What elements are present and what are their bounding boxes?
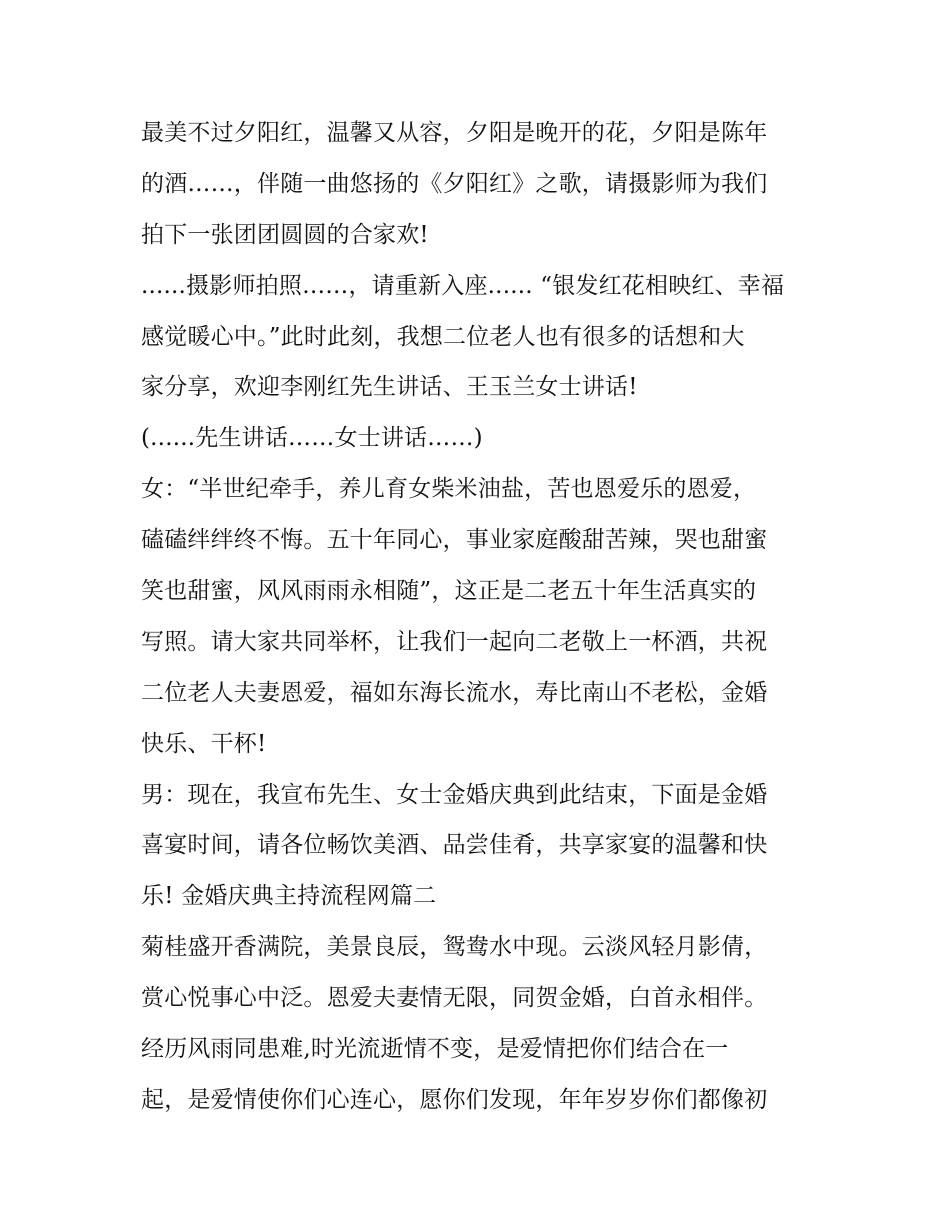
- text-line: 磕磕绊绊终不悔。五十年同心，事业家庭酸甜苦辣，哭也甜蜜: [141, 527, 768, 554]
- text-line: 的酒……，伴随一曲悠扬的《夕阳红》之歌，请摄影师为我们: [141, 170, 768, 197]
- text-line: (......先生讲话……女士讲话……): [141, 425, 483, 452]
- text-line: 写照。请大家共同举杯，让我们一起向二老敬上一杯酒，共祝: [141, 628, 768, 655]
- text-line: 菊桂盛开香满院，美景良辰，鸳鸯水中现。云淡风轻月影倩，: [141, 934, 768, 961]
- text-line: 乐! 金婚庆典主持流程网篇二: [141, 883, 437, 910]
- document-body: [141, 108, 821, 1126]
- text-line: 女：“半世纪牵手，养儿育女柴米油盐，苦也恩爱乐的恩爱，: [141, 476, 757, 503]
- text-line: 快乐、干杯!: [141, 730, 267, 757]
- text-line: 感觉暖心中。”此时此刻，我想二位老人也有很多的话想和大: [141, 323, 745, 350]
- text-line: 赏心悦事心中泛。恩爱夫妻情无限，同贺金婚，白首永相伴。: [141, 985, 768, 1012]
- text-line: 喜宴时间，请各位畅饮美酒、品尝佳肴，共享家宴的温馨和快: [141, 832, 768, 859]
- text-line: 家分享，欢迎李刚红先生讲话、王玉兰女士讲话!: [141, 374, 638, 401]
- text-line: 经历风雨同患难,时光流逝情不变，是爱情把你们结合在一: [141, 1036, 729, 1063]
- text-line: 拍下一张团团圆圆的合家欢!: [141, 221, 429, 248]
- text-line: ......摄影师拍照……，请重新入座...... “银发红花相映红、幸福: [141, 272, 785, 299]
- text-line: 男：现在，我宣布先生、女士金婚庆典到此结束，下面是金婚: [141, 781, 768, 808]
- text-line: 最美不过夕阳红，温馨又从容，夕阳是晚开的花，夕阳是陈年: [141, 120, 768, 146]
- text-line: 起，是爱情使你们心连心，愿你们发现，年年岁岁你们都像初: [141, 1086, 768, 1113]
- text-line: 二位老人夫妻恩爱，福如东海长流水，寿比南山不老松，金婚: [141, 679, 768, 706]
- text-line: 笑也甜蜜，风风雨雨永相随”，这正是二老五十年生活真实的: [141, 578, 757, 605]
